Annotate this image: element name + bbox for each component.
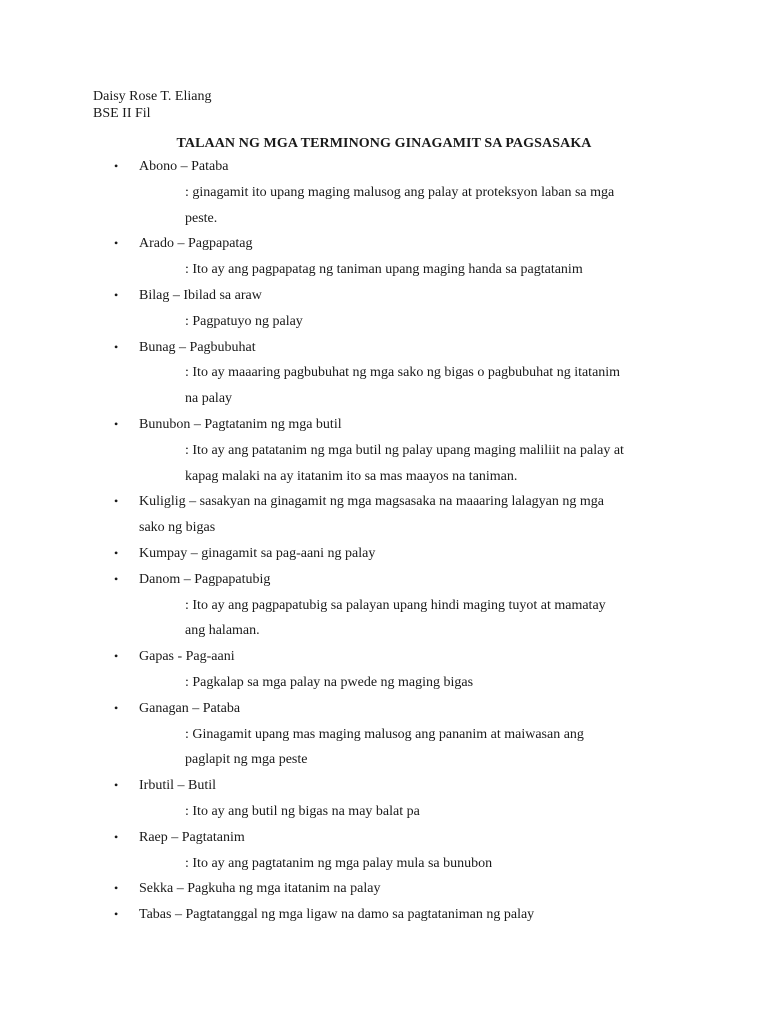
term-item (0, 541, 768, 567)
definition-line (0, 206, 768, 232)
term-line (0, 335, 768, 361)
definition-text: : Pagpatuyo ng palay (185, 313, 303, 329)
term-line (0, 154, 768, 180)
term-text: Kumpay – ginagamit sa pag-aani ng palay (139, 545, 376, 561)
definition-text: : Ginagamit upang mas maging malusog ang pananim at maiwasan ang (185, 726, 584, 742)
definition-text: na palay (185, 391, 233, 407)
definition-text: : Ito ay maaaring pagbubuhat ng mga sako ng bigas o pagbubuhat ng itatanim (185, 365, 621, 381)
definition-line (0, 386, 768, 412)
definition-text: : Ito ay ang butil ng bigas na may balat pa (185, 803, 420, 819)
definition-line (0, 799, 768, 825)
bullet-icon: • (114, 287, 119, 302)
bullet-icon: • (114, 649, 119, 664)
bullet-icon: • (114, 881, 119, 896)
author-course: BSE II Fil (93, 106, 151, 121)
definition-line (0, 309, 768, 335)
definition-line (0, 593, 768, 619)
author-name: Daisy Rose T. Eliang (93, 89, 212, 104)
author-block (93, 88, 211, 122)
term-item (0, 231, 768, 283)
term-line (0, 412, 768, 438)
definition-text: : Ito ay ang patatanim ng mga butil ng palay upang maging maliliit na palay at (185, 442, 624, 458)
term-item (0, 283, 768, 335)
term-line (0, 876, 768, 902)
definition-line (0, 180, 768, 206)
definition-line (0, 722, 768, 748)
term-continuation-line (0, 515, 768, 541)
bullet-icon: • (114, 494, 119, 509)
definition-line (0, 360, 768, 386)
definition-line (0, 464, 768, 490)
term-item (0, 644, 768, 696)
term-item (0, 825, 768, 877)
definition-text: : Ito ay ang pagpapatubig sa palayan upang hindi maging tuyot at mamatay (185, 597, 606, 613)
term-item (0, 489, 768, 541)
definition-text: kapag malaki na ay itatanim ito sa mas maayos na taniman. (185, 468, 518, 484)
term-item (0, 902, 768, 928)
definition-line (0, 438, 768, 464)
term-line (0, 567, 768, 593)
term-text: Irbutil – Butil (139, 778, 216, 794)
definition-line (0, 670, 768, 696)
term-text: Raep – Pagtatanim (139, 829, 245, 845)
definition-line (0, 257, 768, 283)
term-item (0, 412, 768, 489)
bullet-icon: • (114, 829, 119, 844)
definition-text: : ginagamit ito upang maging malusog ang palay at proteksyon laban sa mga (185, 184, 615, 200)
bullet-icon: • (114, 545, 119, 560)
term-text: Sekka – Pagkuha ng mga itatanim na palay (139, 881, 381, 897)
definition-text: : Pagkalap sa mga palay na pwede ng maging bigas (185, 674, 474, 690)
term-line (0, 902, 768, 928)
definition-line (0, 747, 768, 773)
term-text: Abono – Pataba (139, 159, 229, 174)
term-item (0, 876, 768, 902)
terms-list (0, 154, 768, 928)
term-line (0, 283, 768, 309)
definition-text: ang halaman. (185, 623, 260, 639)
term-line (0, 644, 768, 670)
definition-text: : Ito ay ang pagtatanim ng mga palay mula sa bunubon (185, 855, 493, 871)
definition-line (0, 618, 768, 644)
term-line (0, 489, 768, 515)
term-text: Gapas - Pag-aani (139, 649, 235, 665)
definition-text: peste. (185, 210, 218, 226)
definition-text: paglapit ng mga peste (185, 752, 308, 768)
document-title (0, 136, 768, 152)
term-text: Bilag – Ibilad sa araw (139, 287, 262, 303)
bullet-icon: • (114, 571, 119, 586)
term-item (0, 567, 768, 644)
term-item (0, 773, 768, 825)
definition-text: : Ito ay ang pagpapatag ng taniman upang maging handa sa pagtatanim (185, 262, 583, 278)
term-line (0, 696, 768, 722)
term-line (0, 773, 768, 799)
bullet-icon: • (114, 907, 119, 922)
term-text: Bunubon – Pagtatanim ng mga butil (139, 416, 342, 432)
term-line (0, 541, 768, 567)
bullet-icon: • (114, 416, 119, 431)
term-text: Ganagan – Pataba (139, 700, 241, 716)
definition-line (0, 851, 768, 877)
bullet-icon: • (114, 778, 119, 793)
bullet-icon: • (114, 159, 119, 173)
term-line (0, 825, 768, 851)
bullet-icon: • (114, 339, 119, 354)
term-item (0, 335, 768, 412)
term-text: Bunag – Pagbubuhat (139, 339, 256, 355)
term-text: Kuliglig – sasakyan na ginagamit ng mga magsasaka na maaaring lalagyan ng mga (139, 494, 604, 510)
term-text: Arado – Pagpapatag (139, 236, 253, 252)
title-text: TALAAN NG MGA TERMINONG GINAGAMIT SA PAGSASAKA (176, 136, 592, 151)
bullet-icon: • (114, 700, 119, 715)
term-continuation-text: sako ng bigas (139, 520, 216, 536)
bullet-icon: • (114, 236, 119, 251)
term-item (0, 154, 768, 231)
term-text: Tabas – Pagtatanggal ng mga ligaw na damo sa pagtataniman ng palay (139, 907, 535, 923)
term-item (0, 696, 768, 773)
term-text: Danom – Pagpapatubig (139, 571, 271, 587)
term-line (0, 231, 768, 257)
